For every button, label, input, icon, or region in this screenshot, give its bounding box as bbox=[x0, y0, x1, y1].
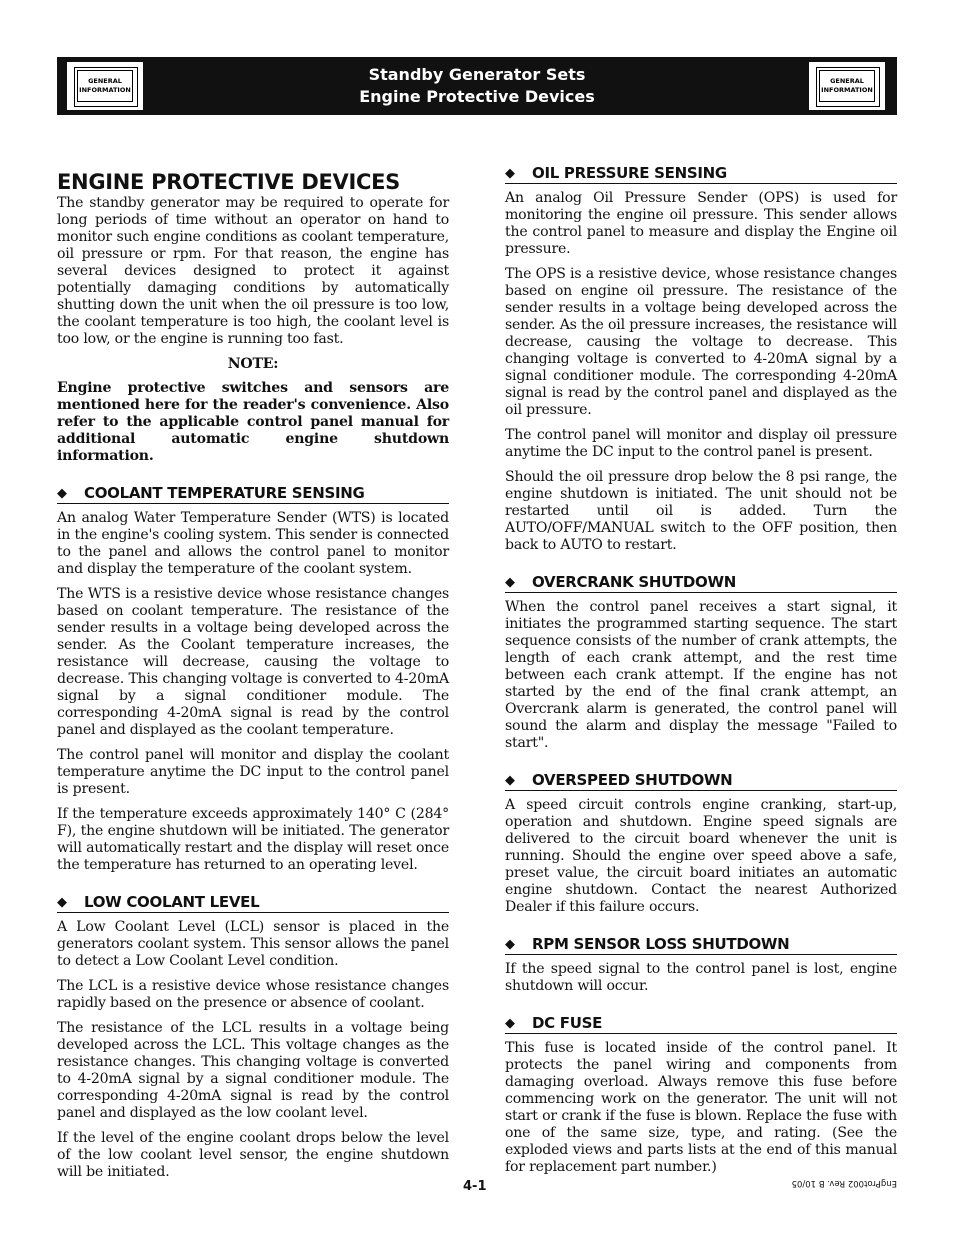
section-heading-coolant-temperature bbox=[57, 485, 449, 504]
page-number: 4-1 bbox=[463, 1179, 487, 1194]
section-title: LOW COOLANT LEVEL bbox=[84, 893, 260, 911]
diamond-bullet-icon: ◆ bbox=[505, 575, 515, 590]
paragraph: A Low Coolant Level (LCL) sensor is placed in the generators coolant system. This sensor allows the panel to detect a Low Coolant Level condition. bbox=[57, 919, 449, 969]
badge-line1: GENERAL bbox=[830, 77, 864, 85]
section-heading-overspeed-shutdown bbox=[505, 772, 897, 791]
section-title: OVERCRANK SHUTDOWN bbox=[532, 573, 736, 591]
diamond-bullet-icon: ◆ bbox=[505, 773, 515, 788]
general-information-badge-left bbox=[67, 62, 143, 110]
intro-paragraph: The standby generator may be required to operate for long periods of time without an operator on hand to monitor such engine conditions as coolant temperature, oil pressure or rpm. For that reason, the engine has several devices designed to protect it against potentially damaging conditions by automatically shutting down the unit when the oil pressure is too low, the coolant temperature is too high, the coolant level is too low, or the engine is running too fast. bbox=[57, 195, 449, 347]
section-title: OIL PRESSURE SENSING bbox=[532, 164, 727, 182]
paragraph: If the level of the engine coolant drops below the level of the low coolant level sensor, the engine shutdown will be initiated. bbox=[57, 1130, 449, 1180]
paragraph: The resistance of the LCL results in a voltage being developed across the LCL. This voltage changes as the resistance changes. This changing voltage is converted to 4-20mA signal by a signal conditioner module. The corresponding 4-20mA signal is read by the control panel and displayed as the low coolant level. bbox=[57, 1020, 449, 1121]
paragraph: A speed circuit controls engine cranking, start-up, operation and shutdown. Engine speed signals are delivered to the circuit board whenever the unit is running. Should the engine over speed above a safe, preset value, the circuit board initiates an automatic engine shutdown. Contact the nearest Authorized Dealer if this failure occurs. bbox=[505, 797, 897, 915]
paragraph: The control panel will monitor and display the coolant temperature anytime the DC input to the control panel is present. bbox=[57, 747, 449, 797]
badge-line1: GENERAL bbox=[88, 77, 122, 85]
diamond-bullet-icon: ◆ bbox=[505, 1016, 515, 1031]
paragraph: An analog Oil Pressure Sender (OPS) is used for monitoring the engine oil pressure. This sender allows the control panel to measure and display the Engine oil pressure. bbox=[505, 190, 897, 257]
header-title-line1: Standby Generator Sets bbox=[368, 65, 586, 84]
section-heading-overcrank-shutdown bbox=[505, 574, 897, 593]
diamond-bullet-icon: ◆ bbox=[505, 937, 515, 952]
revision-code: EngProt002 Rev. B 10/05 bbox=[791, 1178, 897, 1188]
diamond-bullet-icon: ◆ bbox=[505, 166, 515, 181]
section-heading-dc-fuse bbox=[505, 1015, 897, 1034]
left-column bbox=[57, 165, 449, 1189]
diamond-bullet-icon: ◆ bbox=[57, 486, 67, 501]
section-heading-oil-pressure bbox=[505, 165, 897, 184]
paragraph: The WTS is a resistive device whose resistance changes based on coolant temperature. The resistance of the sender results in a voltage being developed across the sender. As the Coolant temperature increases, the resistance will decrease, causing the voltage to decrease. This changing voltage is converted to 4-20mA signal by a signal conditioner module. The corresponding 4-20mA signal is read by the control panel and displayed as the coolant temperature. bbox=[57, 586, 449, 738]
paragraph: An analog Water Temperature Sender (WTS) is located in the engine's cooling system. This sender is connected to the panel and allows the control panel to monitor and display the temperature of the coolant system. bbox=[57, 510, 449, 577]
right-column bbox=[505, 165, 897, 1184]
section-heading-rpm-sensor-loss bbox=[505, 936, 897, 955]
section-title: COOLANT TEMPERATURE SENSING bbox=[84, 484, 365, 502]
paragraph: When the control panel receives a start signal, it initiates the programmed starting sequence. The start sequence consists of the number of crank attempts, the length of each crank attempt, and the rest time between each crank attempt. If the engine has not started by the end of the final crank attempt, an Overcrank alarm is generated, the control panel will sound the alarm and display the message "Failed to start". bbox=[505, 599, 897, 751]
paragraph: The OPS is a resistive device, whose resistance changes based on engine oil pressure. The resistance of the sender results in a voltage being developed across the sender. As the oil pressure increases, the resistance will decrease, causing the voltage to decrease. This changing voltage is converted to 4-20mA signal by a signal conditioner module. The corresponding 4-20mA signal is read by the control panel and displayed as the oil pressure. bbox=[505, 266, 897, 418]
paragraph: This fuse is located inside of the control panel. It protects the panel wiring and components from damaging overload. Always remove this fuse before commencing work on the generator. The unit will not start or crank if the fuse is blown. Replace the fuse with one of the same size, type, and rating. (See the exploded views and parts lists at the end of this manual for replacement part number.) bbox=[505, 1040, 897, 1175]
section-title: OVERSPEED SHUTDOWN bbox=[532, 771, 733, 789]
paragraph: The LCL is a resistive device whose resistance changes rapidly based on the presence or absence of coolant. bbox=[57, 978, 449, 1011]
paragraph: If the temperature exceeds approximately 140° C (284° F), the engine shutdown will be initiated. The generator will automatically restart and the display will reset once the temperature has returned to an operating level. bbox=[57, 806, 449, 873]
paragraph: Should the oil pressure drop below the 8 psi range, the engine shutdown is initiated. The unit should not be restarted until oil is added. Turn the AUTO/OFF/MANUAL switch to the OFF position, then back to AUTO to restart. bbox=[505, 469, 897, 553]
paragraph: If the speed signal to the control panel is lost, engine shutdown will occur. bbox=[505, 961, 897, 994]
paragraph: The control panel will monitor and display oil pressure anytime the DC input to the control panel is present. bbox=[505, 427, 897, 460]
header-title bbox=[207, 64, 747, 108]
header-title-line2: Engine Protective Devices bbox=[359, 87, 595, 106]
page-title: ENGINE PROTECTIVE DEVICES bbox=[57, 170, 400, 194]
badge-line2: INFORMATION bbox=[79, 86, 131, 94]
section-heading-low-coolant-level bbox=[57, 894, 449, 913]
section-title: RPM SENSOR LOSS SHUTDOWN bbox=[532, 935, 790, 953]
badge-line2: INFORMATION bbox=[821, 86, 873, 94]
note-label: NOTE: bbox=[227, 356, 279, 372]
note-text: Engine protective switches and sensors are mentioned here for the reader's convenience. Also refer to the applicable control panel manual for additional automatic engine shutdown information. bbox=[57, 380, 449, 464]
diamond-bullet-icon: ◆ bbox=[57, 895, 67, 910]
section-title: DC FUSE bbox=[532, 1014, 603, 1032]
page-header bbox=[57, 57, 897, 115]
general-information-badge-right bbox=[809, 62, 885, 110]
